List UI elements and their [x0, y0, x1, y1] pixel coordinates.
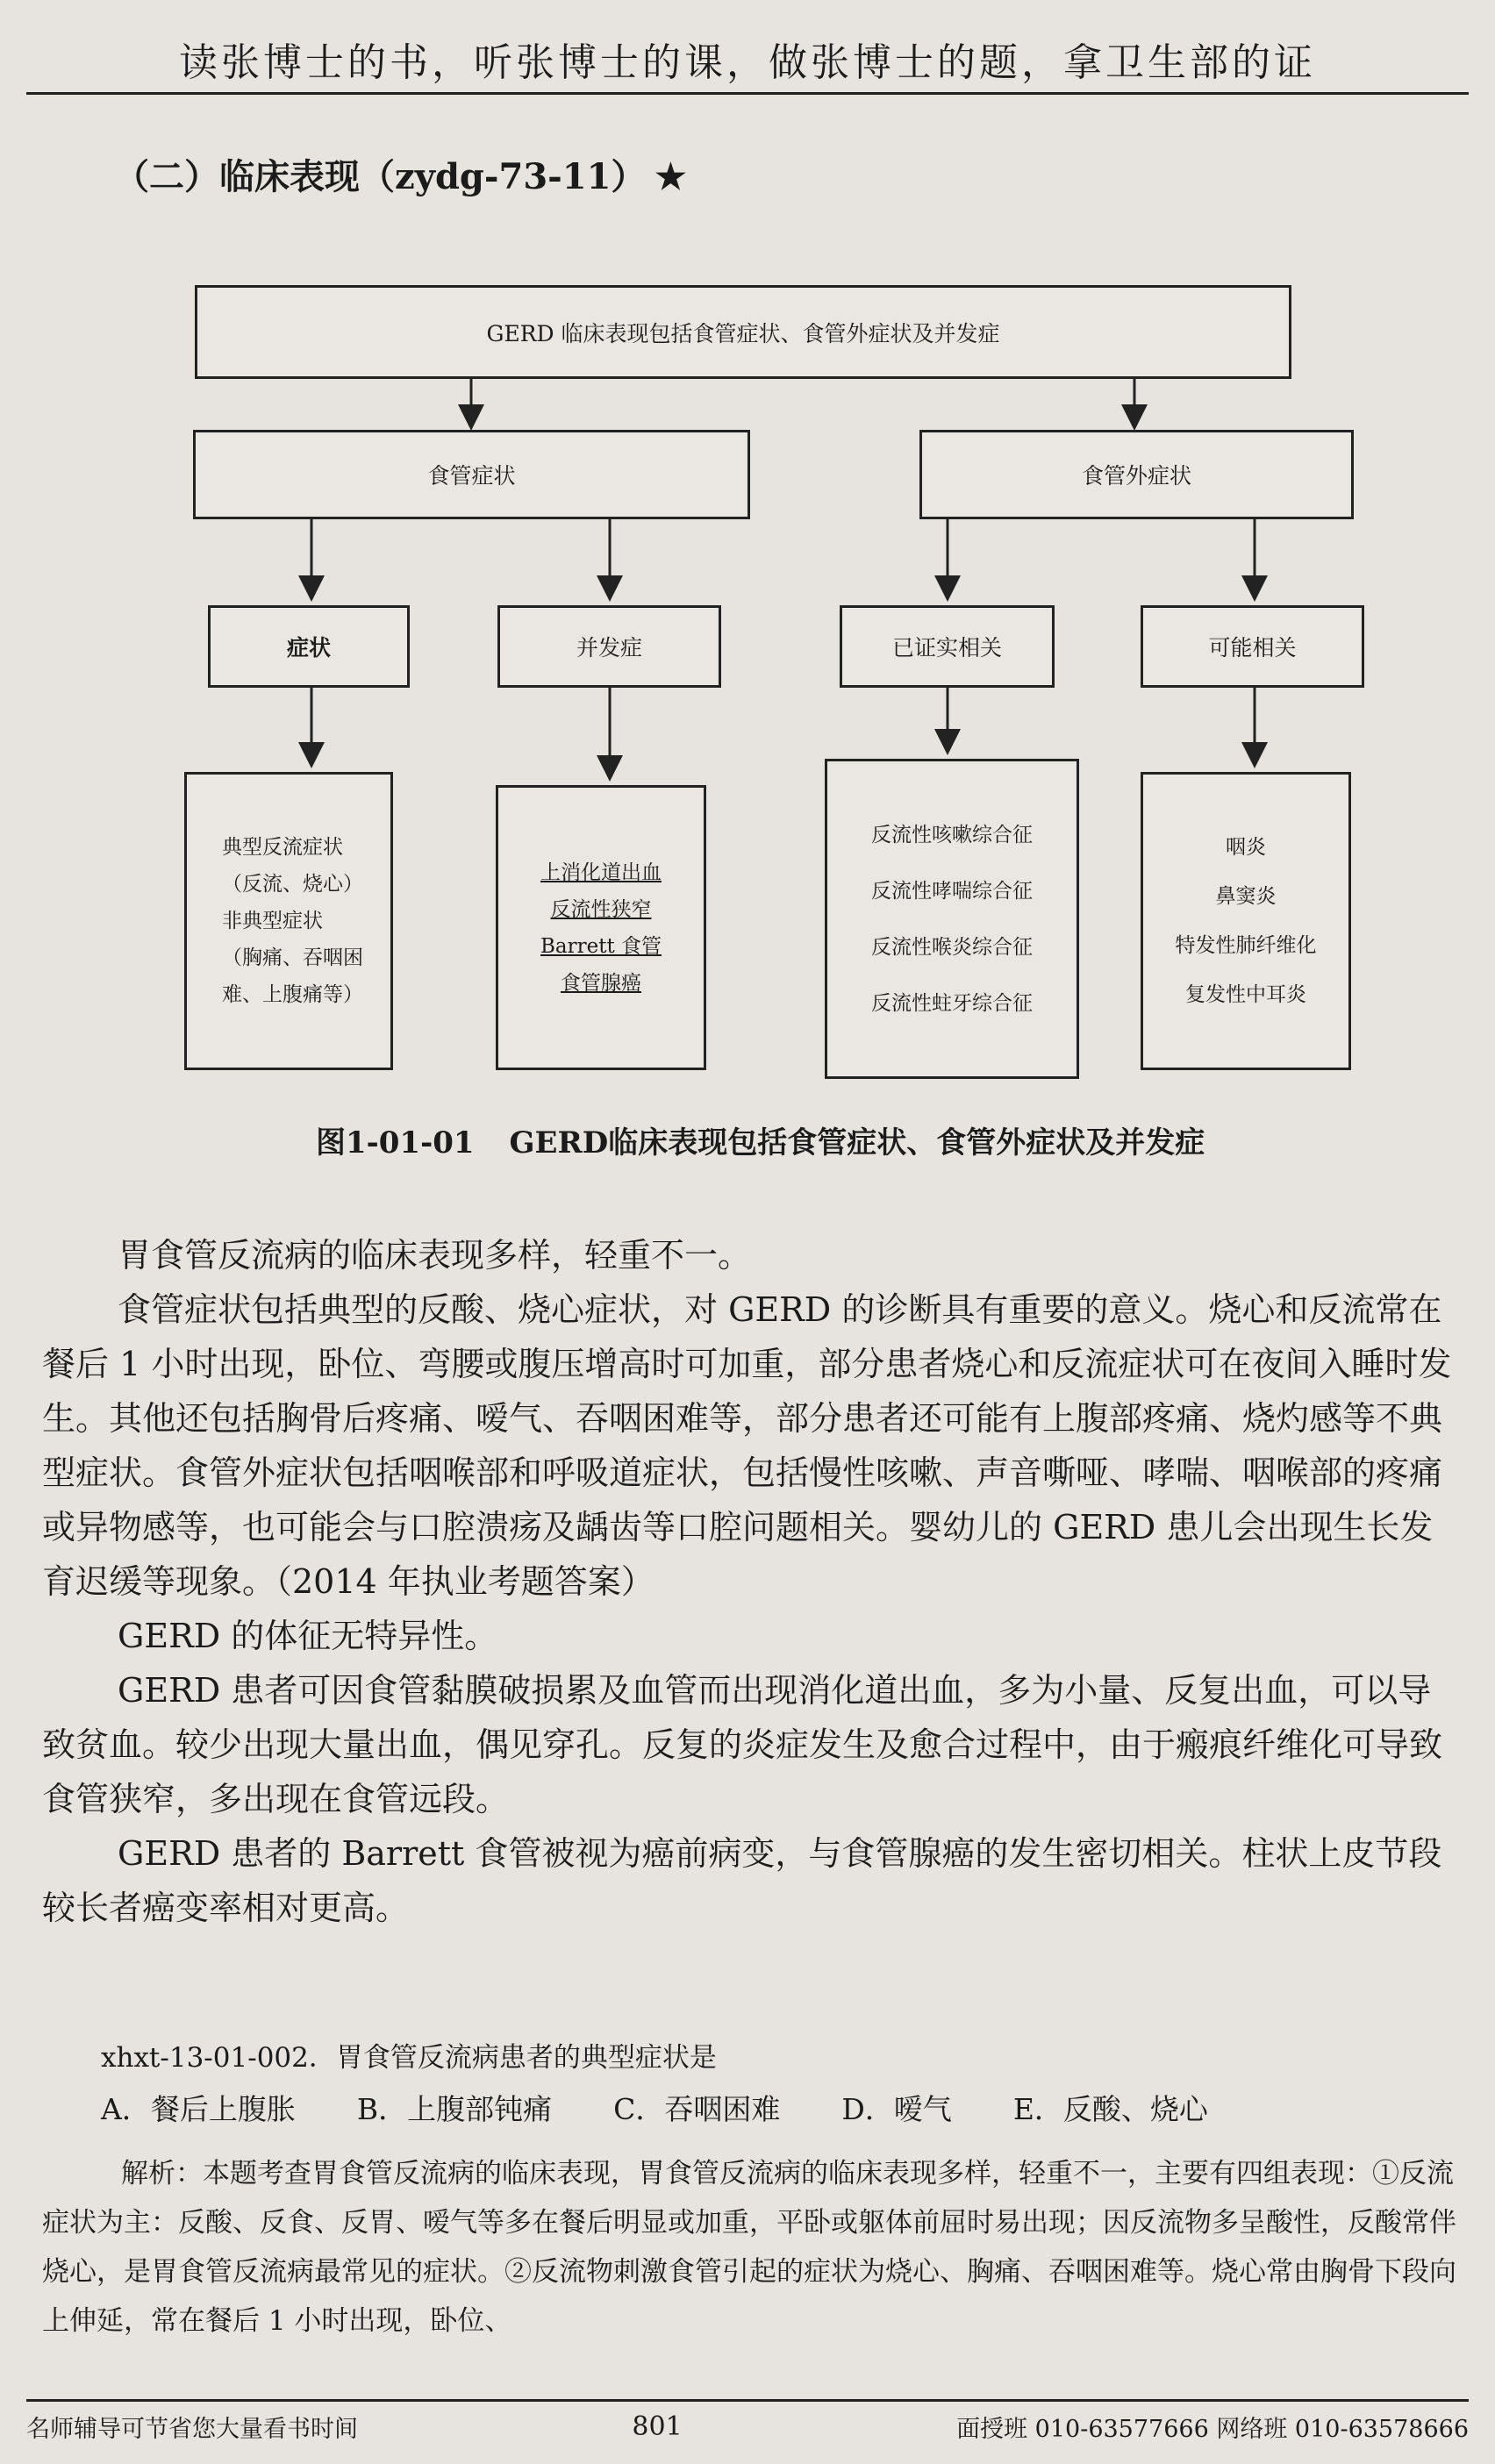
flowchart	[0, 0, 1495, 1123]
option-c: C．吞咽困难	[613, 2092, 781, 2126]
complications-list-item: 上消化道出血	[540, 861, 662, 884]
confirmed-list-item: 反流性哮喘综合征	[871, 879, 1033, 903]
flow-possible-box	[1141, 605, 1364, 688]
flow-extra-esophageal-box	[919, 430, 1354, 519]
header-text: 读张博士的书，听张博士的课，做张博士的题，拿卫生部的证	[179, 39, 1316, 85]
flow-top-text: GERD 临床表现包括食管症状、食管外症状及并发症	[486, 320, 1000, 346]
flow-symptoms-text: 症状	[286, 635, 331, 661]
confirmed-list-item: 反流性咳嗽综合征	[871, 823, 1033, 846]
paragraph: 胃食管反流病的临床表现多样，轻重不一。	[118, 1236, 752, 1275]
page-number: 801	[632, 2411, 683, 2442]
symptoms-list-item: （胸痛、吞咽困	[222, 946, 363, 969]
symptoms-list-item: 典型反流症状	[222, 836, 343, 859]
option-d: D．嗳气	[841, 2092, 952, 2126]
footer-right: 面授班 010-63577666 网络班 010-63578666	[956, 2416, 1469, 2443]
question-block	[101, 2035, 1470, 2128]
option-e: E．反酸、烧心	[1012, 2092, 1208, 2126]
paragraph: GERD 患者可因食管黏膜破损累及血管而出现消化道出血，多为小量、反复出血，可以导致贫血。较少出现大量出血，偶见穿孔。反复的炎症发生及愈合过程中，由于瘢痕纤维化可导致食管狭窄，多出现在食管远段。	[42, 1671, 1443, 1818]
possible-list-item: 鼻窦炎	[1215, 885, 1277, 908]
flow-complications-box	[497, 605, 721, 688]
complications-list-item: 反流性狭窄	[550, 897, 652, 921]
paragraph: GERD 患者的 Barrett 食管被视为癌前病变，与食管腺癌的发生密切相关。柱状上皮节段较长者癌变率相对更高。	[42, 1834, 1442, 1927]
complications-list-item: 食管腺癌	[561, 971, 641, 995]
symptoms-list-item: 难、上腹痛等）	[222, 983, 363, 1006]
paragraph: 食管症状包括典型的反酸、烧心症状，对 GERD 的诊断具有重要的意义。烧心和反流常在餐后 1 小时出现，卧位、弯腰或腹压增高时可加重，部分患者烧心和反流症状可在夜间入睡时发生。其他还包括胸骨后疼痛、嗳气、吞咽困难等，部分患者还可能有上腹部疼痛、烧灼感等不典型症状。食管外症状包括咽喉部和呼吸道症状，包括慢性咳嗽、声音嘶哑、哮喘、咽喉部的疼痛或异物感等，也可能会与口腔溃疡及龋齿等口腔问题相关。婴幼儿的 GERD 患儿会出现生长发育迟缓等现象。（2014 年执业考题答案）	[42, 1290, 1452, 1601]
figure-number: 图1-01-01	[316, 1125, 475, 1161]
flow-esophageal-box	[193, 430, 750, 519]
body-text	[42, 1228, 1455, 1935]
paragraph: GERD 的体征无特异性。	[118, 1617, 498, 1655]
complications-list-item: Barrett 食管	[540, 934, 662, 958]
flow-complications-text: 并发症	[576, 635, 642, 661]
flow-possible-list	[1141, 772, 1351, 1070]
possible-list-item: 复发性中耳炎	[1185, 983, 1306, 1006]
figure-caption-text: GERD临床表现包括食管症状、食管外症状及并发症	[509, 1125, 1205, 1161]
page-footer	[26, 2399, 1469, 2452]
flow-top-box	[195, 285, 1291, 379]
flow-esophageal-text: 食管症状	[427, 463, 516, 489]
flow-possible-text: 可能相关	[1208, 635, 1297, 661]
analysis-text: 解析：本题考查胃食管反流病的临床表现，胃食管反流病的临床表现多样，轻重不一，主要有四组表现：①反流症状为主：反酸、反食、反胃、嗳气等多在餐后明显或加重，平卧或躯体前屈时易出现；因反流物多呈酸性，反酸常伴烧心，是胃食管反流病最常见的症状。②反流物刺激食管引起的症状为烧心、胸痛、吞咽困难等。烧心常由胸骨下段向上伸延，常在餐后 1 小时出现，卧位、	[42, 2158, 1456, 2337]
section-title-text: （二）临床表现（zydg-73-11）	[114, 156, 647, 197]
flow-extra-esophageal-text: 食管外症状	[1081, 463, 1191, 489]
option-a: A．餐后上腹胀	[101, 2092, 296, 2126]
confirmed-list-item: 反流性喉炎综合征	[871, 935, 1033, 959]
flow-symptoms-box	[208, 605, 410, 688]
flow-symptoms-list	[184, 772, 393, 1070]
question-options	[101, 2087, 1470, 2128]
figure-caption	[316, 1118, 1205, 1161]
symptoms-list-item: 非典型症状	[222, 910, 323, 932]
confirmed-list-item: 反流性蛀牙综合征	[871, 991, 1033, 1015]
option-b: B．上腹部钝痛	[356, 2092, 553, 2126]
possible-list-item: 咽炎	[1226, 836, 1266, 859]
question-stem: xhxt-13-01-002．胃食管反流病患者的典型症状是	[101, 2042, 717, 2074]
footer-left: 名师辅导可节省您大量看书时间	[26, 2416, 358, 2443]
possible-list-item: 特发性肺纤维化	[1175, 934, 1317, 957]
flow-confirmed-text: 已证实相关	[891, 635, 1002, 661]
flow-complications-list	[496, 785, 706, 1070]
flow-confirmed-list	[825, 759, 1079, 1079]
symptoms-list-item: （反流、烧心）	[222, 873, 363, 896]
flow-confirmed-box	[840, 605, 1055, 688]
star-icon: ★	[655, 156, 687, 197]
